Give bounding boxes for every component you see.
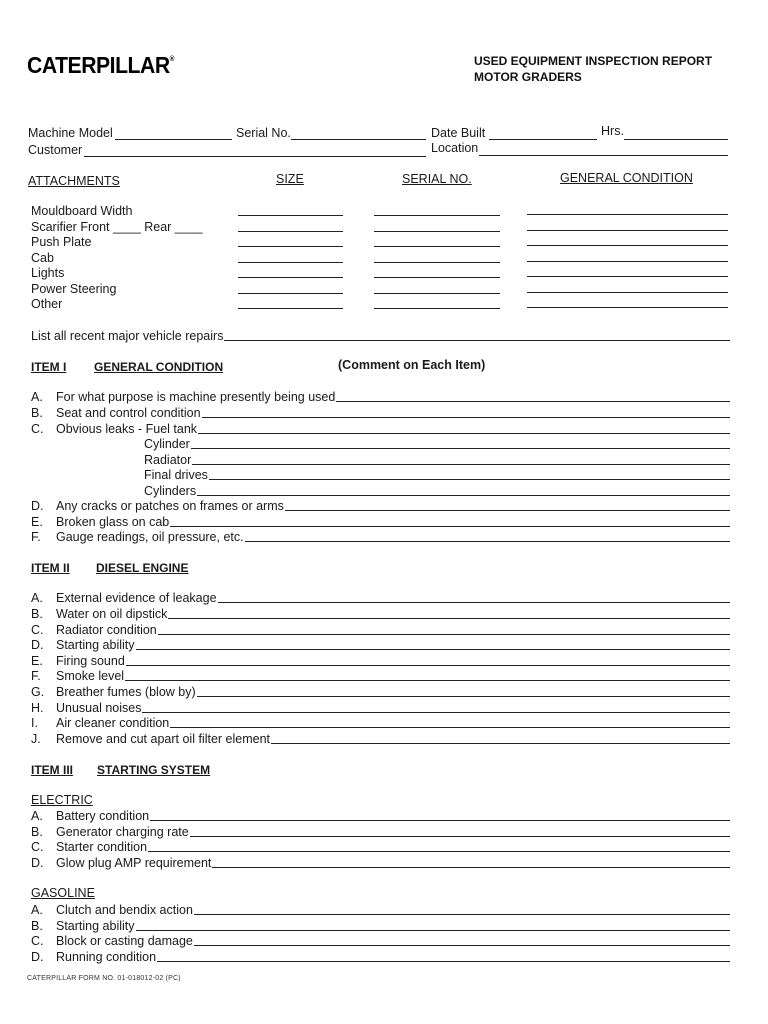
electric-row (31, 824, 730, 839)
location-label: Location (431, 141, 479, 155)
size-field[interactable] (238, 246, 343, 247)
row-field[interactable] (218, 602, 730, 603)
caterpillar-logo: CATERPILLAR® (27, 52, 174, 78)
row-field[interactable] (170, 727, 730, 728)
row-label: External evidence of leakage (56, 591, 217, 605)
attachment-label: Scarifier Front ____ Rear ____ (31, 220, 203, 234)
row-field[interactable] (136, 930, 730, 931)
item2-title: DIESEL ENGINE (96, 561, 189, 575)
row-label: Gauge readings, oil pressure, etc. (56, 530, 244, 544)
form-number: CATERPILLAR FORM NO. 01-018012-02 (PC) (27, 975, 181, 982)
customer-field[interactable] (84, 156, 426, 157)
item1-note: (Comment on Each Item) (338, 358, 486, 372)
item2-number: ITEM II (31, 561, 70, 575)
row-letter: D. (31, 950, 44, 964)
serial-no-field[interactable] (291, 139, 426, 140)
row-letter: D. (31, 638, 44, 652)
row-field[interactable] (126, 665, 730, 666)
row-label: Firing sound (56, 654, 125, 668)
row-field[interactable] (191, 448, 730, 449)
row-letter: F. (31, 669, 41, 683)
row-field[interactable] (192, 464, 730, 465)
size-field[interactable] (238, 215, 343, 216)
report-title: USED EQUIPMENT INSPECTION REPORT (474, 54, 713, 68)
electric-row (31, 839, 730, 854)
row-letter: C. (31, 934, 44, 948)
row-letter: D. (31, 499, 44, 513)
date-built-field[interactable] (489, 139, 597, 140)
item3-number: ITEM III (31, 763, 73, 777)
electric-row (31, 855, 730, 870)
serial-field[interactable] (374, 262, 500, 263)
row-field[interactable] (245, 541, 730, 542)
serial-column-header: SERIAL NO. (402, 172, 472, 186)
row-field[interactable] (212, 867, 730, 868)
row-label: Air cleaner condition (56, 716, 170, 730)
condition-field[interactable] (527, 245, 728, 246)
item3-title: STARTING SYSTEM (97, 763, 211, 777)
item1-row (31, 405, 730, 420)
condition-field[interactable] (527, 307, 728, 308)
serial-field[interactable] (374, 308, 500, 309)
attachment-label: Cab (31, 251, 54, 265)
size-field[interactable] (238, 308, 343, 309)
item1-row (31, 483, 730, 498)
attachment-label: Other (31, 297, 63, 311)
size-field[interactable] (238, 262, 343, 263)
condition-field[interactable] (527, 214, 728, 215)
item1-row (31, 467, 730, 482)
row-field[interactable] (150, 820, 730, 821)
item2-row (31, 622, 730, 637)
row-label: Radiator (144, 453, 192, 467)
item2-row (31, 590, 730, 605)
condition-field[interactable] (527, 261, 728, 262)
row-field[interactable] (194, 914, 730, 915)
item1-row (31, 498, 730, 513)
row-letter: J. (31, 732, 41, 746)
item1-row (31, 389, 730, 404)
row-letter: C. (31, 623, 44, 637)
repairs-field[interactable] (224, 340, 730, 341)
row-field[interactable] (157, 961, 730, 962)
attachment-label: Power Steering (31, 282, 117, 296)
serial-field[interactable] (374, 246, 500, 247)
size-field[interactable] (238, 231, 343, 232)
row-label: Cylinder (144, 437, 190, 451)
serial-field[interactable] (374, 231, 500, 232)
row-field[interactable] (170, 526, 730, 527)
row-letter: C. (31, 422, 44, 436)
row-letter: H. (31, 701, 44, 715)
row-field[interactable] (271, 743, 730, 744)
row-letter: A. (31, 591, 43, 605)
row-label: Final drives (144, 468, 208, 482)
row-label: Broken glass on cab (56, 515, 170, 529)
row-label: Smoke level (56, 669, 125, 683)
row-letter: D. (31, 856, 44, 870)
row-field[interactable] (197, 495, 730, 496)
row-label: Battery condition (56, 809, 150, 823)
row-label: Water on oil dipstick (56, 607, 168, 621)
row-field[interactable] (197, 696, 730, 697)
item1-row (31, 436, 730, 451)
row-label: Cylinders (144, 484, 197, 498)
row-letter: B. (31, 607, 43, 621)
row-letter: F. (31, 530, 41, 544)
row-label: Generator charging rate (56, 825, 189, 839)
item2-row (31, 684, 730, 699)
row-field[interactable] (125, 680, 730, 681)
attachment-label: Mouldboard Width (31, 204, 133, 218)
repairs-label: List all recent major vehicle repairs (31, 329, 224, 343)
item2-row (31, 668, 730, 683)
item1-title: GENERAL CONDITION (94, 360, 224, 374)
item2-row (31, 637, 730, 652)
row-label: Any cracks or patches on frames or arms (56, 499, 284, 513)
row-field[interactable] (198, 433, 730, 434)
location-field[interactable] (479, 155, 728, 156)
gasoline-row (31, 933, 730, 948)
row-letter: B. (31, 919, 43, 933)
item1-row (31, 421, 730, 436)
condition-field[interactable] (527, 292, 728, 293)
date-built-label: Date Built (431, 126, 486, 140)
item2-row (31, 606, 730, 621)
row-label: Starter condition (56, 840, 148, 854)
gasoline-row (31, 902, 730, 917)
row-field[interactable] (136, 649, 730, 650)
item1-row (31, 514, 730, 529)
report-subtitle: MOTOR GRADERS (474, 70, 582, 84)
item2-row (31, 715, 730, 730)
item2-row (31, 731, 730, 746)
row-letter: A. (31, 903, 43, 917)
condition-field[interactable] (527, 230, 728, 231)
row-letter: A. (31, 390, 43, 404)
item2-row (31, 700, 730, 715)
row-field[interactable] (190, 836, 730, 837)
item1-row (31, 452, 730, 467)
row-label: Starting ability (56, 638, 135, 652)
customer-label: Customer (28, 143, 83, 157)
hrs-field[interactable] (624, 139, 728, 140)
serial-no-label: Serial No. (236, 126, 291, 140)
serial-field[interactable] (374, 215, 500, 216)
machine-model-field[interactable] (115, 139, 232, 140)
attachments-heading: ATTACHMENTS (28, 174, 120, 188)
size-field[interactable] (238, 277, 343, 278)
condition-column-header: GENERAL CONDITION (560, 171, 693, 185)
row-label: For what purpose is machine presently being used (56, 390, 336, 404)
item1-number: ITEM I (31, 360, 67, 374)
row-field[interactable] (194, 945, 730, 946)
row-letter: G. (31, 685, 45, 699)
row-letter: B. (31, 406, 43, 420)
row-letter: B. (31, 825, 43, 839)
electric-heading: ELECTRIC (31, 793, 93, 807)
hrs-label: Hrs. (601, 124, 624, 138)
row-label: Glow plug AMP requirement (56, 856, 212, 870)
electric-row (31, 808, 730, 823)
serial-field[interactable] (374, 277, 500, 278)
size-field[interactable] (238, 293, 343, 294)
gasoline-heading: GASOLINE (31, 886, 95, 900)
row-label: Remove and cut apart oil filter element (56, 732, 270, 746)
row-field[interactable] (202, 417, 730, 418)
row-field[interactable] (148, 851, 730, 852)
row-label: Clutch and bendix action (56, 903, 193, 917)
machine-model-label: Machine Model (28, 126, 113, 140)
size-column-header: SIZE (276, 172, 304, 186)
condition-field[interactable] (527, 276, 728, 277)
attachment-label: Lights (31, 266, 65, 280)
row-label: Starting ability (56, 919, 135, 933)
serial-field[interactable] (374, 293, 500, 294)
row-label: Seat and control condition (56, 406, 201, 420)
row-letter: A. (31, 809, 43, 823)
row-letter: E. (31, 654, 43, 668)
row-field[interactable] (158, 634, 730, 635)
row-label: Unusual noises (56, 701, 142, 715)
row-field[interactable] (142, 712, 730, 713)
gasoline-row (31, 949, 730, 964)
row-letter: C. (31, 840, 44, 854)
repairs-row (31, 328, 730, 343)
row-label: Radiator condition (56, 623, 157, 637)
row-letter: E. (31, 515, 43, 529)
row-label: Breather fumes (blow by) (56, 685, 196, 699)
row-label: Running condition (56, 950, 157, 964)
item2-row (31, 653, 730, 668)
row-field[interactable] (285, 510, 730, 511)
row-letter: I. (31, 716, 38, 730)
gasoline-row (31, 918, 730, 933)
row-label: Obvious leaks - Fuel tank (56, 422, 198, 436)
row-field[interactable] (336, 401, 730, 402)
item1-row (31, 529, 730, 544)
row-field[interactable] (209, 479, 730, 480)
row-field[interactable] (168, 618, 730, 619)
attachment-label: Push Plate (31, 235, 92, 249)
row-label: Block or casting damage (56, 934, 193, 948)
